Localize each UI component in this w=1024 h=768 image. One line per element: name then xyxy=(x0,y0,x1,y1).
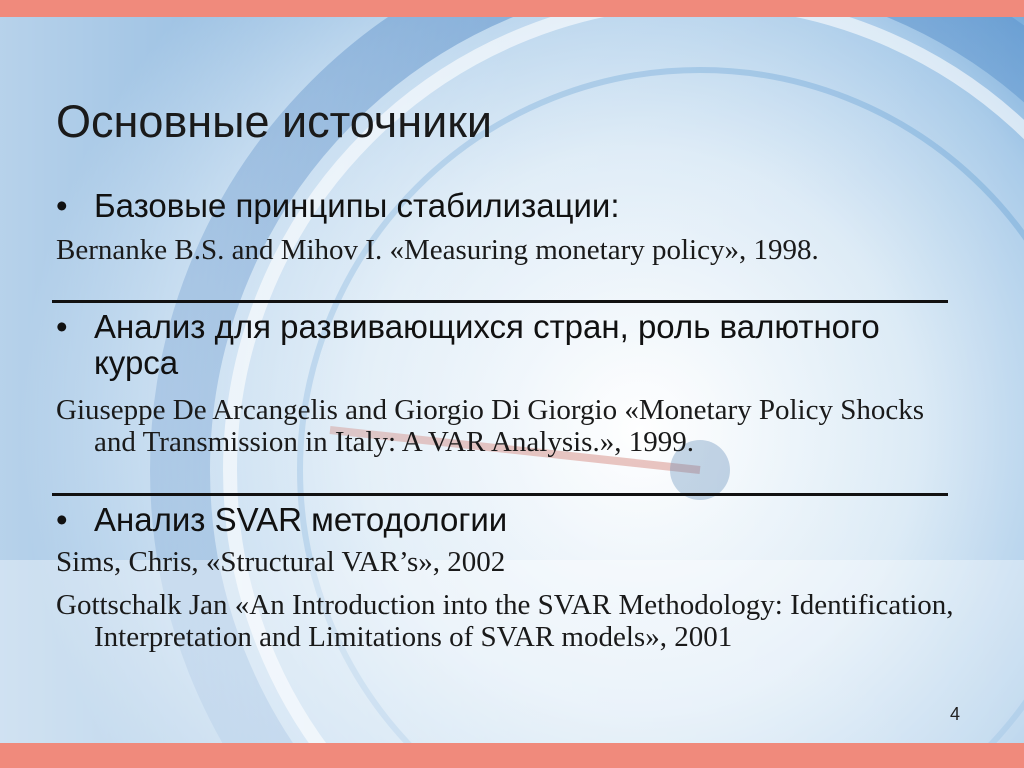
slide-title: Основные источники xyxy=(56,96,493,147)
bullet-dot: • xyxy=(56,187,68,224)
section-divider-2 xyxy=(52,493,948,496)
bottom-band xyxy=(0,743,1024,768)
reference-item-3: Sims, Chris, «Structural VAR’s», 2002 xyxy=(56,546,506,578)
section-divider-1 xyxy=(52,300,948,303)
reference-item-4: Gottschalk Jan «An Introduction into the SVAR Methodology: Identification, Interpretation and Limitations of SVAR models», 2001 xyxy=(56,589,954,653)
bullet-item-1 xyxy=(56,188,936,224)
reference-item-1: Bernanke B.S. and Mihov I. «Measuring monetary policy», 1998. xyxy=(56,234,819,266)
bullet-dot: • xyxy=(56,501,68,538)
bullet-item-3 xyxy=(56,502,936,538)
bullet-text: Анализ SVAR методологии xyxy=(94,501,508,538)
reference-item-2: Giuseppe De Arcangelis and Giorgio Di Giorgio «Monetary Policy Shocks and Transmission in Italy: A VAR Analysis.», 1999. xyxy=(56,394,925,458)
bullet-text: Базовые принципы стабилизации: xyxy=(94,187,620,224)
bullet-item-2 xyxy=(56,309,936,381)
bullet-text: Анализ для развивающихся стран, роль валютного курса xyxy=(94,308,880,381)
page-number: 4 xyxy=(950,704,961,724)
top-band xyxy=(0,0,1024,17)
bullet-dot: • xyxy=(56,308,68,345)
